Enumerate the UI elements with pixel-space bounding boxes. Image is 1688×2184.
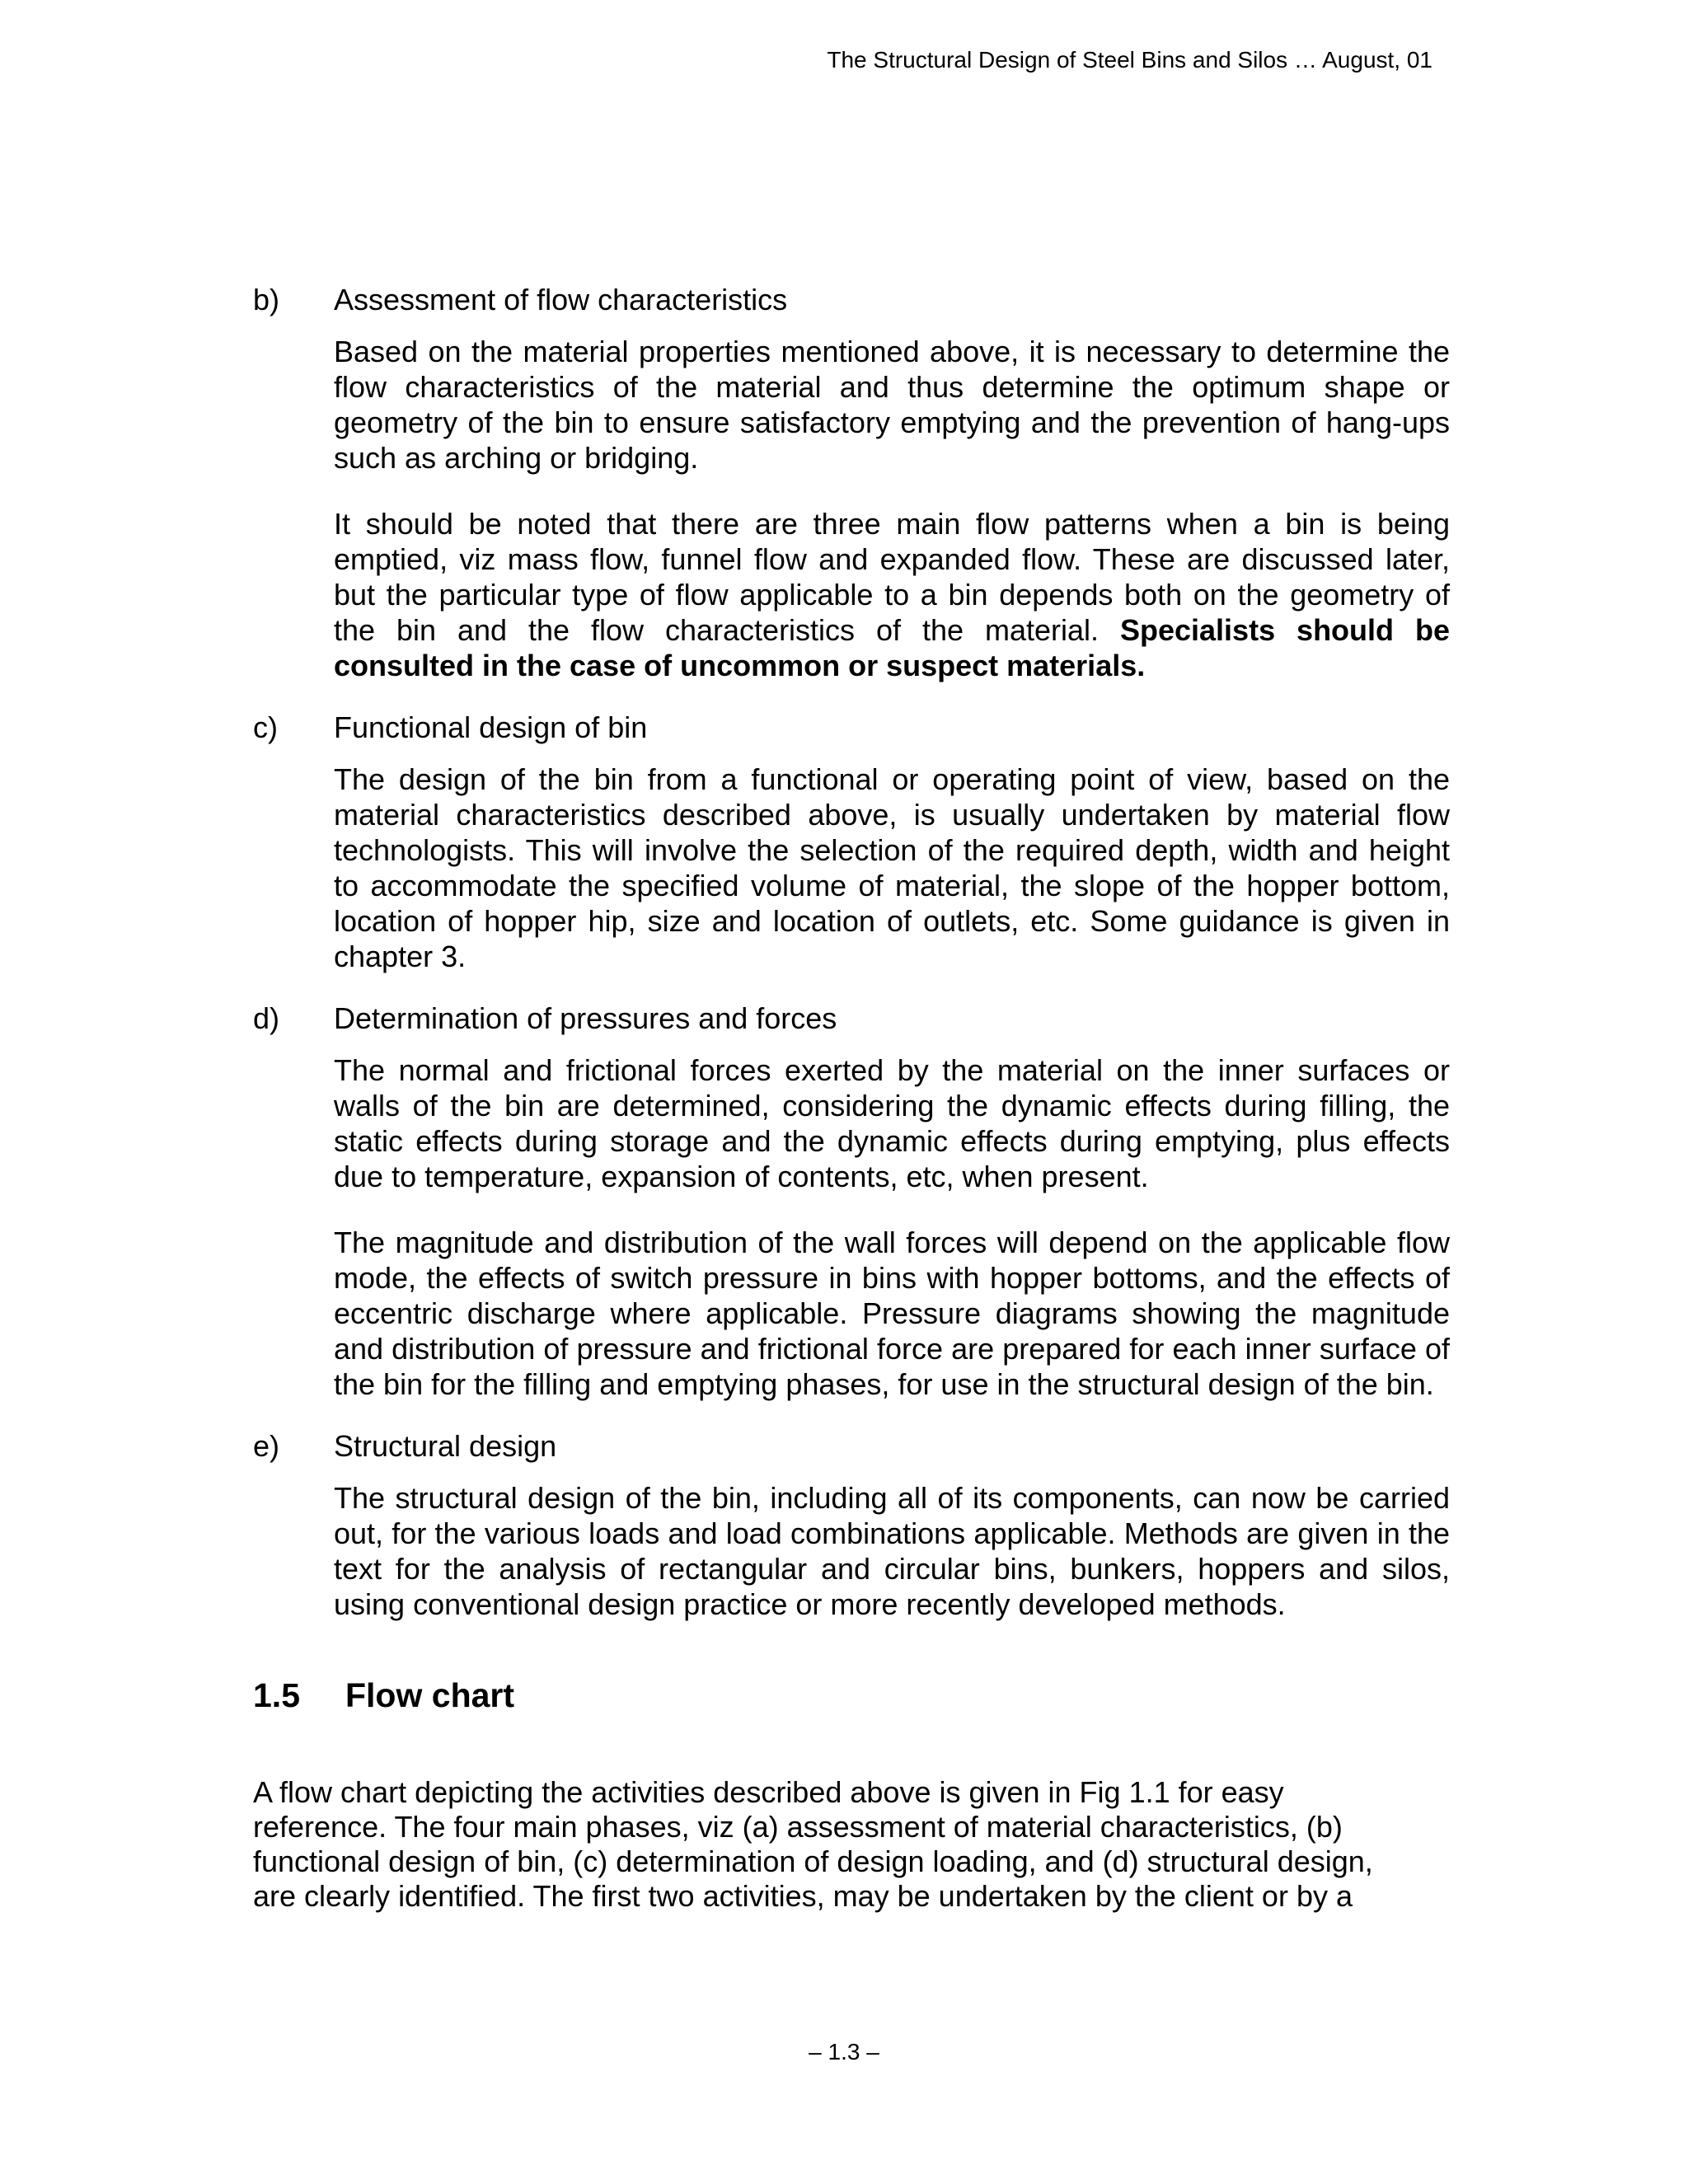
item-title: Assessment of flow characteristics bbox=[334, 283, 788, 316]
paragraph-bold-text: Specialists should be consulted in the case of uncommon or suspect materials. bbox=[334, 613, 1450, 682]
paragraph-text: It should be noted that there are three main flow patterns when a bin is being emptied, viz mass flow, funnel flow and expanded flow. These are discussed later, but the particular type of flow applicable to a bin depends both on the geometry of the bin and the flow characteristics of the material. bbox=[334, 507, 1450, 647]
paragraph bbox=[334, 762, 1450, 974]
paragraph bbox=[334, 334, 1450, 476]
section-paragraph: A flow chart depicting the activities described above is given in Fig 1.1 for easy reference. The four main phases, viz (a) assessment of material characteristics, (b) functional design of bin, (c) determination of design loading, and (d) structural design, are clearly identified. The first two activities, may be undertaken by the client or by a bbox=[253, 1775, 1373, 1913]
paragraph-text: The normal and frictional forces exerted by the material on the inner surfaces or walls of the bin are determined, considering the dynamic effects during filling, the static effects during storage and the dynamic effects during emptying, plus effects due to temperature, expansion of contents, etc, when present. bbox=[334, 1053, 1450, 1193]
section-heading bbox=[253, 1675, 1450, 1716]
running-header: The Structural Design of Steel Bins and Silos … August, 01 bbox=[827, 47, 1432, 73]
paragraph bbox=[334, 1052, 1450, 1194]
paragraph bbox=[334, 1225, 1450, 1402]
page-content bbox=[253, 282, 1450, 1914]
list-marker: b) bbox=[253, 283, 280, 316]
paragraph bbox=[334, 506, 1450, 683]
list-item-b bbox=[253, 282, 1450, 683]
item-title: Structural design bbox=[334, 1429, 557, 1463]
item-title: Determination of pressures and forces bbox=[334, 1001, 837, 1035]
page-number: – 1.3 – bbox=[809, 2039, 879, 2064]
list-item-e bbox=[253, 1428, 1450, 1622]
list-item-c bbox=[253, 710, 1450, 974]
paragraph-text: The structural design of the bin, including all of its components, can now be carried out, for the various loads and load combinations applicable. Methods are given in the text for the analysis of rectangular and circular bins, bunkers, hoppers and silos, using conventional design practice or more recently developed methods. bbox=[334, 1481, 1450, 1621]
list-marker: e) bbox=[253, 1429, 280, 1463]
section-title: Flow chart bbox=[345, 1676, 515, 1714]
section-number: 1.5 bbox=[253, 1676, 300, 1714]
paragraph-text: Based on the material properties mentioned above, it is necessary to determine the flow characteristics of the material and thus determine the optimum shape or geometry of the bin to ensure satisfactory emptying and the prevention of hang-ups such as arching or bridging. bbox=[334, 335, 1450, 475]
paragraph bbox=[334, 1480, 1450, 1622]
list-marker: c) bbox=[253, 710, 278, 744]
list-item-d bbox=[253, 1001, 1450, 1402]
item-title: Functional design of bin bbox=[334, 710, 648, 744]
list-marker: d) bbox=[253, 1001, 280, 1035]
paragraph-text: The design of the bin from a functional or operating point of view, based on the material characteristics described above, is usually undertaken by material flow technologists. This will involve the selection of the required depth, width and height to accommodate the specified volume of material, the slope of the hopper bottom, location of hopper hip, size and location of outlets, etc. Some guidance is given in chapter 3. bbox=[334, 762, 1450, 973]
paragraph-text: The magnitude and distribution of the wall forces will depend on the applicable flow mode, the effects of switch pressure in bins with hopper bottoms, and the effects of eccentric discharge where applicable. Pressure diagrams showing the magnitude and distribution of pressure and frictional force are prepared for each inner surface of the bin for the filling and emptying phases, for use in the structural design of the bin. bbox=[334, 1226, 1450, 1401]
